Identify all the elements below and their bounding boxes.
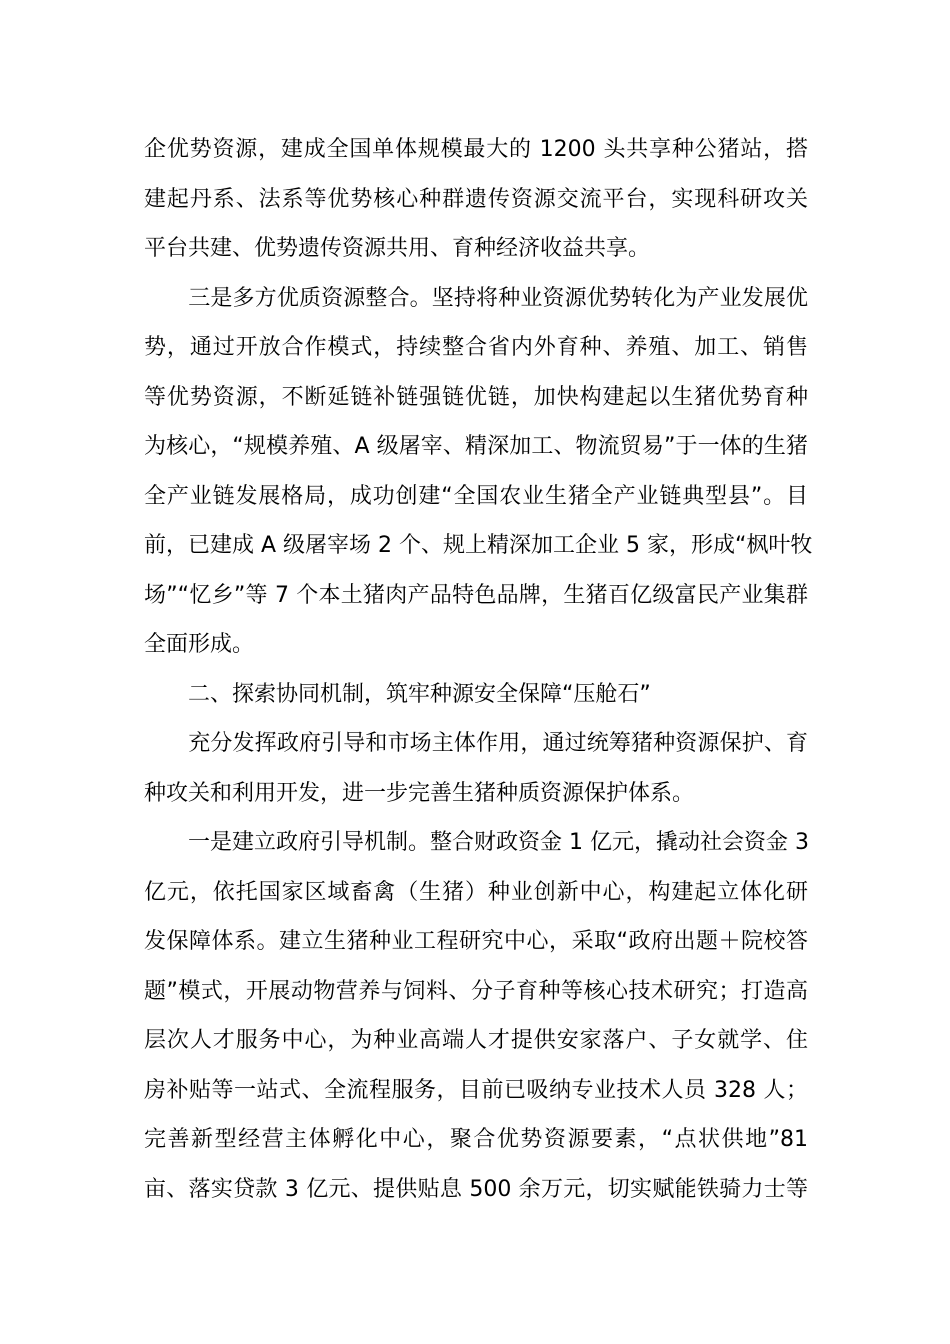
text-line: 亩、落实贷款 3 亿元、提供贴息 500 余万元，切实赋能铁骑力士等 <box>144 1176 808 1202</box>
text-line: 场”“忆乡”等 7 个本土猪肉产品特色品牌，生猪百亿级富民产业集群 <box>144 582 808 608</box>
section-heading <box>144 670 808 720</box>
text-line: 为核心，“规模养殖、A 级屠宰、精深加工、物流贸易”于一体的生猪 <box>144 434 808 459</box>
text-line: 全面形成。 <box>144 632 255 657</box>
document-body <box>144 125 813 1214</box>
paragraph <box>144 274 813 670</box>
text-line: 等优势资源，不断延链补链强链优链，加快构建起以生猪优势育种 <box>144 384 808 410</box>
text-line: 前，已建成 A 级屠宰场 2 个、规上精深加工企业 5 家，形成“枫叶牧 <box>144 533 813 558</box>
text-line: 势，通过开放合作模式，持续整合省内外育种、养殖、加工、销售 <box>144 335 808 360</box>
text-line: 一是建立政府引导机制。整合财政资金 1 亿元，撬动社会资金 3 <box>144 830 809 855</box>
text-line: 建起丹系、法系等优势核心种群遗传资源交流平台，实现科研攻关 <box>144 186 808 212</box>
text-line: 二、探索协同机制，筑牢种源安全保障“压舱石” <box>144 681 651 707</box>
text-line: 题”模式，开展动物营养与饲料、分子育种等核心技术研究；打造高 <box>144 978 808 1004</box>
text-line: 房补贴等一站式、全流程服务，目前已吸纳专业技术人员 328 人； <box>144 1077 808 1103</box>
text-line: 亿元，依托国家区域畜禽（生猪）种业创新中心，构建起立体化研 <box>144 879 808 905</box>
text-line: 种攻关和利用开发，进一步完善生猪种质资源保护体系。 <box>144 780 695 806</box>
text-line: 三是多方优质资源整合。坚持将种业资源优势转化为产业发展优 <box>144 285 808 311</box>
text-line: 全产业链发展格局，成功创建“全国农业生猪全产业链典型县”。目 <box>144 483 808 509</box>
paragraph <box>144 818 808 1214</box>
text-line: 发保障体系。建立生猪种业工程研究中心，采取“政府出题＋院校答 <box>144 929 808 954</box>
text-line: 完善新型经营主体孵化中心，聚合优势资源要素，“点状供地”81 <box>144 1127 808 1152</box>
text-line: 充分发挥政府引导和市场主体作用，通过统筹猪种资源保护、育 <box>144 731 808 756</box>
text-line: 平台共建、优势遗传资源共用、育种经济收益共享。 <box>144 236 651 261</box>
text-line: 层次人才服务中心，为种业高端人才提供安家落户、子女就学、住 <box>144 1028 808 1053</box>
paragraph <box>144 125 808 274</box>
paragraph <box>144 719 808 818</box>
text-line: 企优势资源，建成全国单体规模最大的 1200 头共享种公猪站，搭 <box>144 137 808 162</box>
